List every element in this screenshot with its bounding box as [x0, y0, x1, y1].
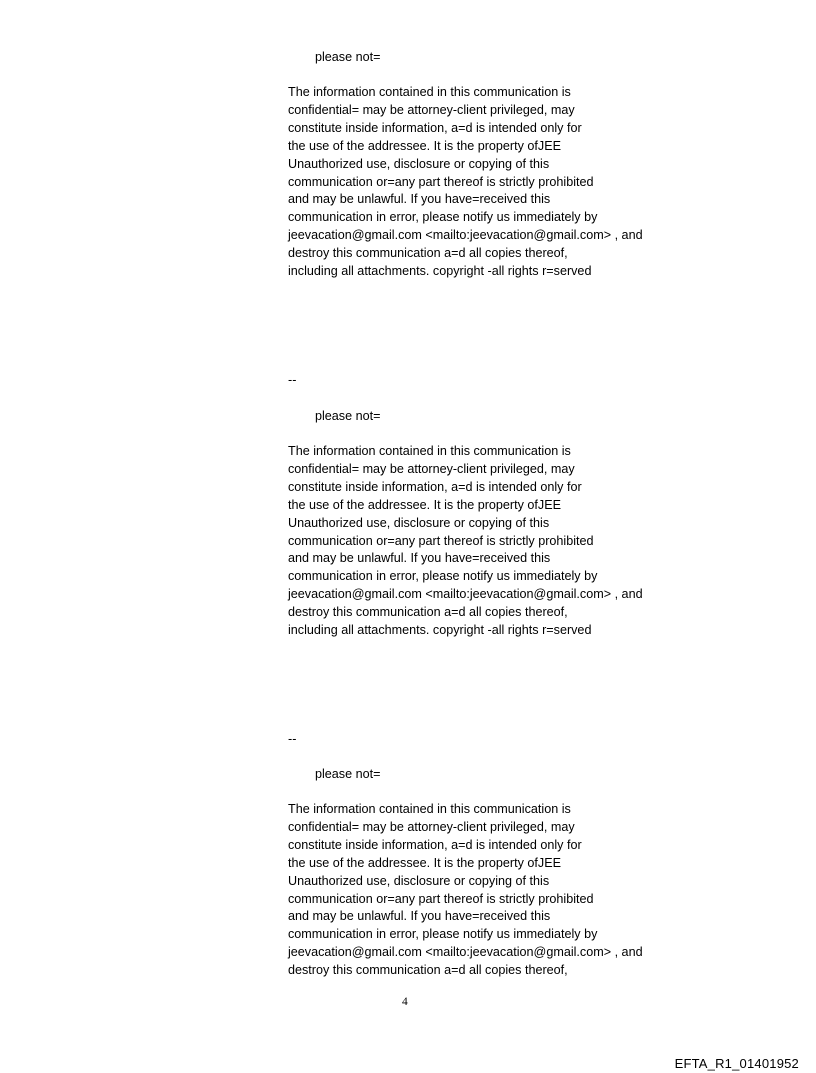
disclaimer-line: and may be unlawful. If you have=received this — [288, 192, 551, 207]
disclaimer-line: jeevacation@gmail.com <mailto:jeevacation@gmail.com> , and — [288, 587, 643, 602]
section-1-disclaimer — [288, 84, 708, 281]
section-2-separator: -- — [288, 373, 297, 387]
disclaimer-line: communication in error, please notify us immediately by — [288, 927, 598, 942]
disclaimer-line: communication or=any part thereof is strictly prohibited — [288, 533, 594, 548]
disclaimer-line: and may be unlawful. If you have=received this — [288, 551, 551, 566]
disclaimer-line: confidential= may be attorney-client privileged, may — [288, 102, 575, 117]
disclaimer-line: the use of the addressee. It is the property ofJEE — [288, 497, 562, 512]
disclaimer-line: including all attachments. copyright -all rights r=served — [288, 264, 592, 279]
section-2-note: please not= — [315, 409, 381, 423]
disclaimer-line: confidential= may be attorney-client privileged, may — [288, 461, 575, 476]
disclaimer-line: Unauthorized use, disclosure or copying of this — [288, 873, 550, 888]
disclaimer-line: jeevacation@gmail.com <mailto:jeevacation@gmail.com> , and — [288, 228, 643, 243]
disclaimer-line: jeevacation@gmail.com <mailto:jeevacation@gmail.com> , and — [288, 945, 643, 960]
disclaimer-line: Unauthorized use, disclosure or copying of this — [288, 156, 550, 171]
disclaimer-line: destroy this communication a=d all copies thereof, — [288, 246, 568, 261]
disclaimer-line: constitute inside information, a=d is intended only for — [288, 837, 582, 852]
disclaimer-line: destroy this communication a=d all copies thereof, — [288, 963, 568, 978]
disclaimer-line: destroy this communication a=d all copies thereof, — [288, 605, 568, 620]
disclaimer-line: communication or=any part thereof is strictly prohibited — [288, 174, 594, 189]
disclaimer-line: the use of the addressee. It is the property ofJEE — [288, 855, 562, 870]
section-1-note: please not= — [315, 50, 381, 64]
section-3-note: please not= — [315, 767, 381, 781]
disclaimer-line: communication in error, please notify us immediately by — [288, 210, 598, 225]
disclaimer-line: constitute inside information, a=d is intended only for — [288, 479, 582, 494]
document-id: EFTA_R1_01401952 — [674, 1056, 799, 1071]
disclaimer-line: constitute inside information, a=d is intended only for — [288, 120, 582, 135]
disclaimer-line: confidential= may be attorney-client privileged, may — [288, 819, 575, 834]
disclaimer-line: the use of the addressee. It is the property ofJEE — [288, 138, 562, 153]
disclaimer-line: communication or=any part thereof is strictly prohibited — [288, 891, 594, 906]
page-number: 4 — [402, 996, 408, 1008]
section-3-disclaimer — [288, 801, 708, 980]
disclaimer-line: including all attachments. copyright -all rights r=served — [288, 623, 592, 638]
section-2-disclaimer — [288, 443, 708, 640]
disclaimer-line: The information contained in this communication is — [288, 802, 571, 816]
disclaimer-line: The information contained in this communication is — [288, 444, 571, 458]
disclaimer-line: and may be unlawful. If you have=received this — [288, 909, 551, 924]
disclaimer-line: communication in error, please notify us immediately by — [288, 569, 598, 584]
section-3-separator: -- — [288, 732, 297, 746]
disclaimer-line: Unauthorized use, disclosure or copying of this — [288, 515, 550, 530]
disclaimer-line: The information contained in this communication is — [288, 85, 571, 99]
